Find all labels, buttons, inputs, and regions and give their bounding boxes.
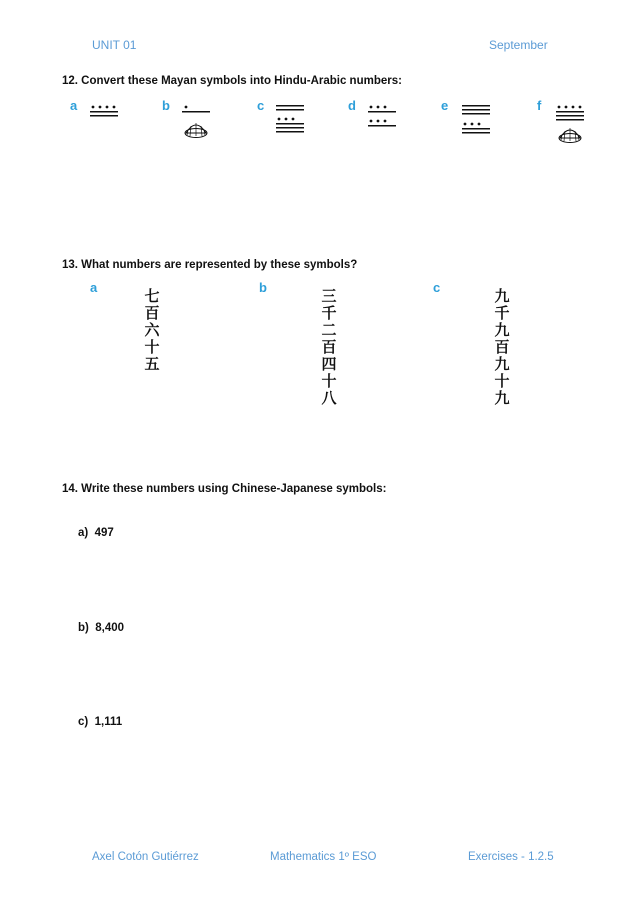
- mayan-symbol-d: [368, 104, 400, 128]
- kanji-char: 千: [494, 304, 510, 322]
- footer-author: Axel Cotón Gutiérrez: [92, 851, 199, 863]
- q14-item-b: [78, 622, 124, 634]
- mayan-symbol-c: [276, 104, 308, 136]
- kanji-char: 三: [321, 287, 337, 305]
- q13-label-b: b: [259, 280, 267, 295]
- kanji-char: 千: [321, 304, 337, 322]
- mayan-symbol-a: [90, 104, 122, 124]
- kanji-char: 十: [321, 372, 337, 390]
- q14-item-c-label: c): [78, 716, 89, 728]
- header-unit: UNIT 01: [92, 38, 137, 52]
- q14-item-c: [78, 716, 122, 728]
- q12-label-f: f: [537, 98, 542, 113]
- kanji-char: 百: [494, 338, 510, 356]
- q13-title: 13. What numbers are represented by these symbols?: [62, 259, 358, 271]
- q13-label-c: c: [433, 280, 441, 295]
- q14-item-a-label: a): [78, 527, 89, 539]
- kanji-column-b: [316, 288, 342, 407]
- kanji-char: 九: [494, 389, 510, 407]
- kanji-column-c: [489, 288, 515, 407]
- kanji-char: 七: [144, 287, 160, 305]
- kanji-char: 九: [494, 355, 510, 373]
- footer-subject: Mathematics 1º ESO: [270, 851, 377, 863]
- kanji-char: 六: [144, 321, 160, 339]
- kanji-char: 百: [144, 304, 160, 322]
- q12-title: 12. Convert these Mayan symbols into Hindu-Arabic numbers:: [62, 75, 402, 87]
- q12-label-a: a: [70, 98, 78, 113]
- q12-label-b: b: [162, 98, 170, 113]
- kanji-char: 二: [321, 321, 337, 339]
- kanji-char: 百: [321, 338, 337, 356]
- q14-item-b-value: 8,400: [95, 622, 125, 634]
- q12-label-c: c: [257, 98, 265, 113]
- q14-item-a-value: 497: [94, 527, 114, 539]
- kanji-char: 九: [494, 321, 510, 339]
- mayan-symbol-e: [462, 104, 494, 136]
- kanji-char: 十: [144, 338, 160, 356]
- kanji-char: 十: [494, 372, 510, 390]
- kanji-column-a: [139, 288, 165, 373]
- kanji-char: 五: [144, 355, 160, 373]
- q14-item-a: [78, 527, 114, 539]
- footer-section: Exercises - 1.2.5: [468, 851, 554, 863]
- kanji-char: 四: [321, 355, 337, 373]
- q12-label-d: d: [348, 98, 356, 113]
- q14-item-c-value: 1,111: [94, 716, 123, 728]
- kanji-char: 九: [494, 287, 510, 305]
- mayan-symbol-b: [182, 104, 214, 144]
- mayan-symbol-f: [556, 104, 588, 148]
- header-month: September: [489, 38, 548, 52]
- kanji-char: 八: [321, 389, 337, 407]
- q14-title: 14. Write these numbers using Chinese-Japanese symbols:: [62, 483, 387, 495]
- q14-item-b-label: b): [78, 622, 89, 634]
- q13-label-a: a: [90, 280, 98, 295]
- q12-label-e: e: [441, 98, 449, 113]
